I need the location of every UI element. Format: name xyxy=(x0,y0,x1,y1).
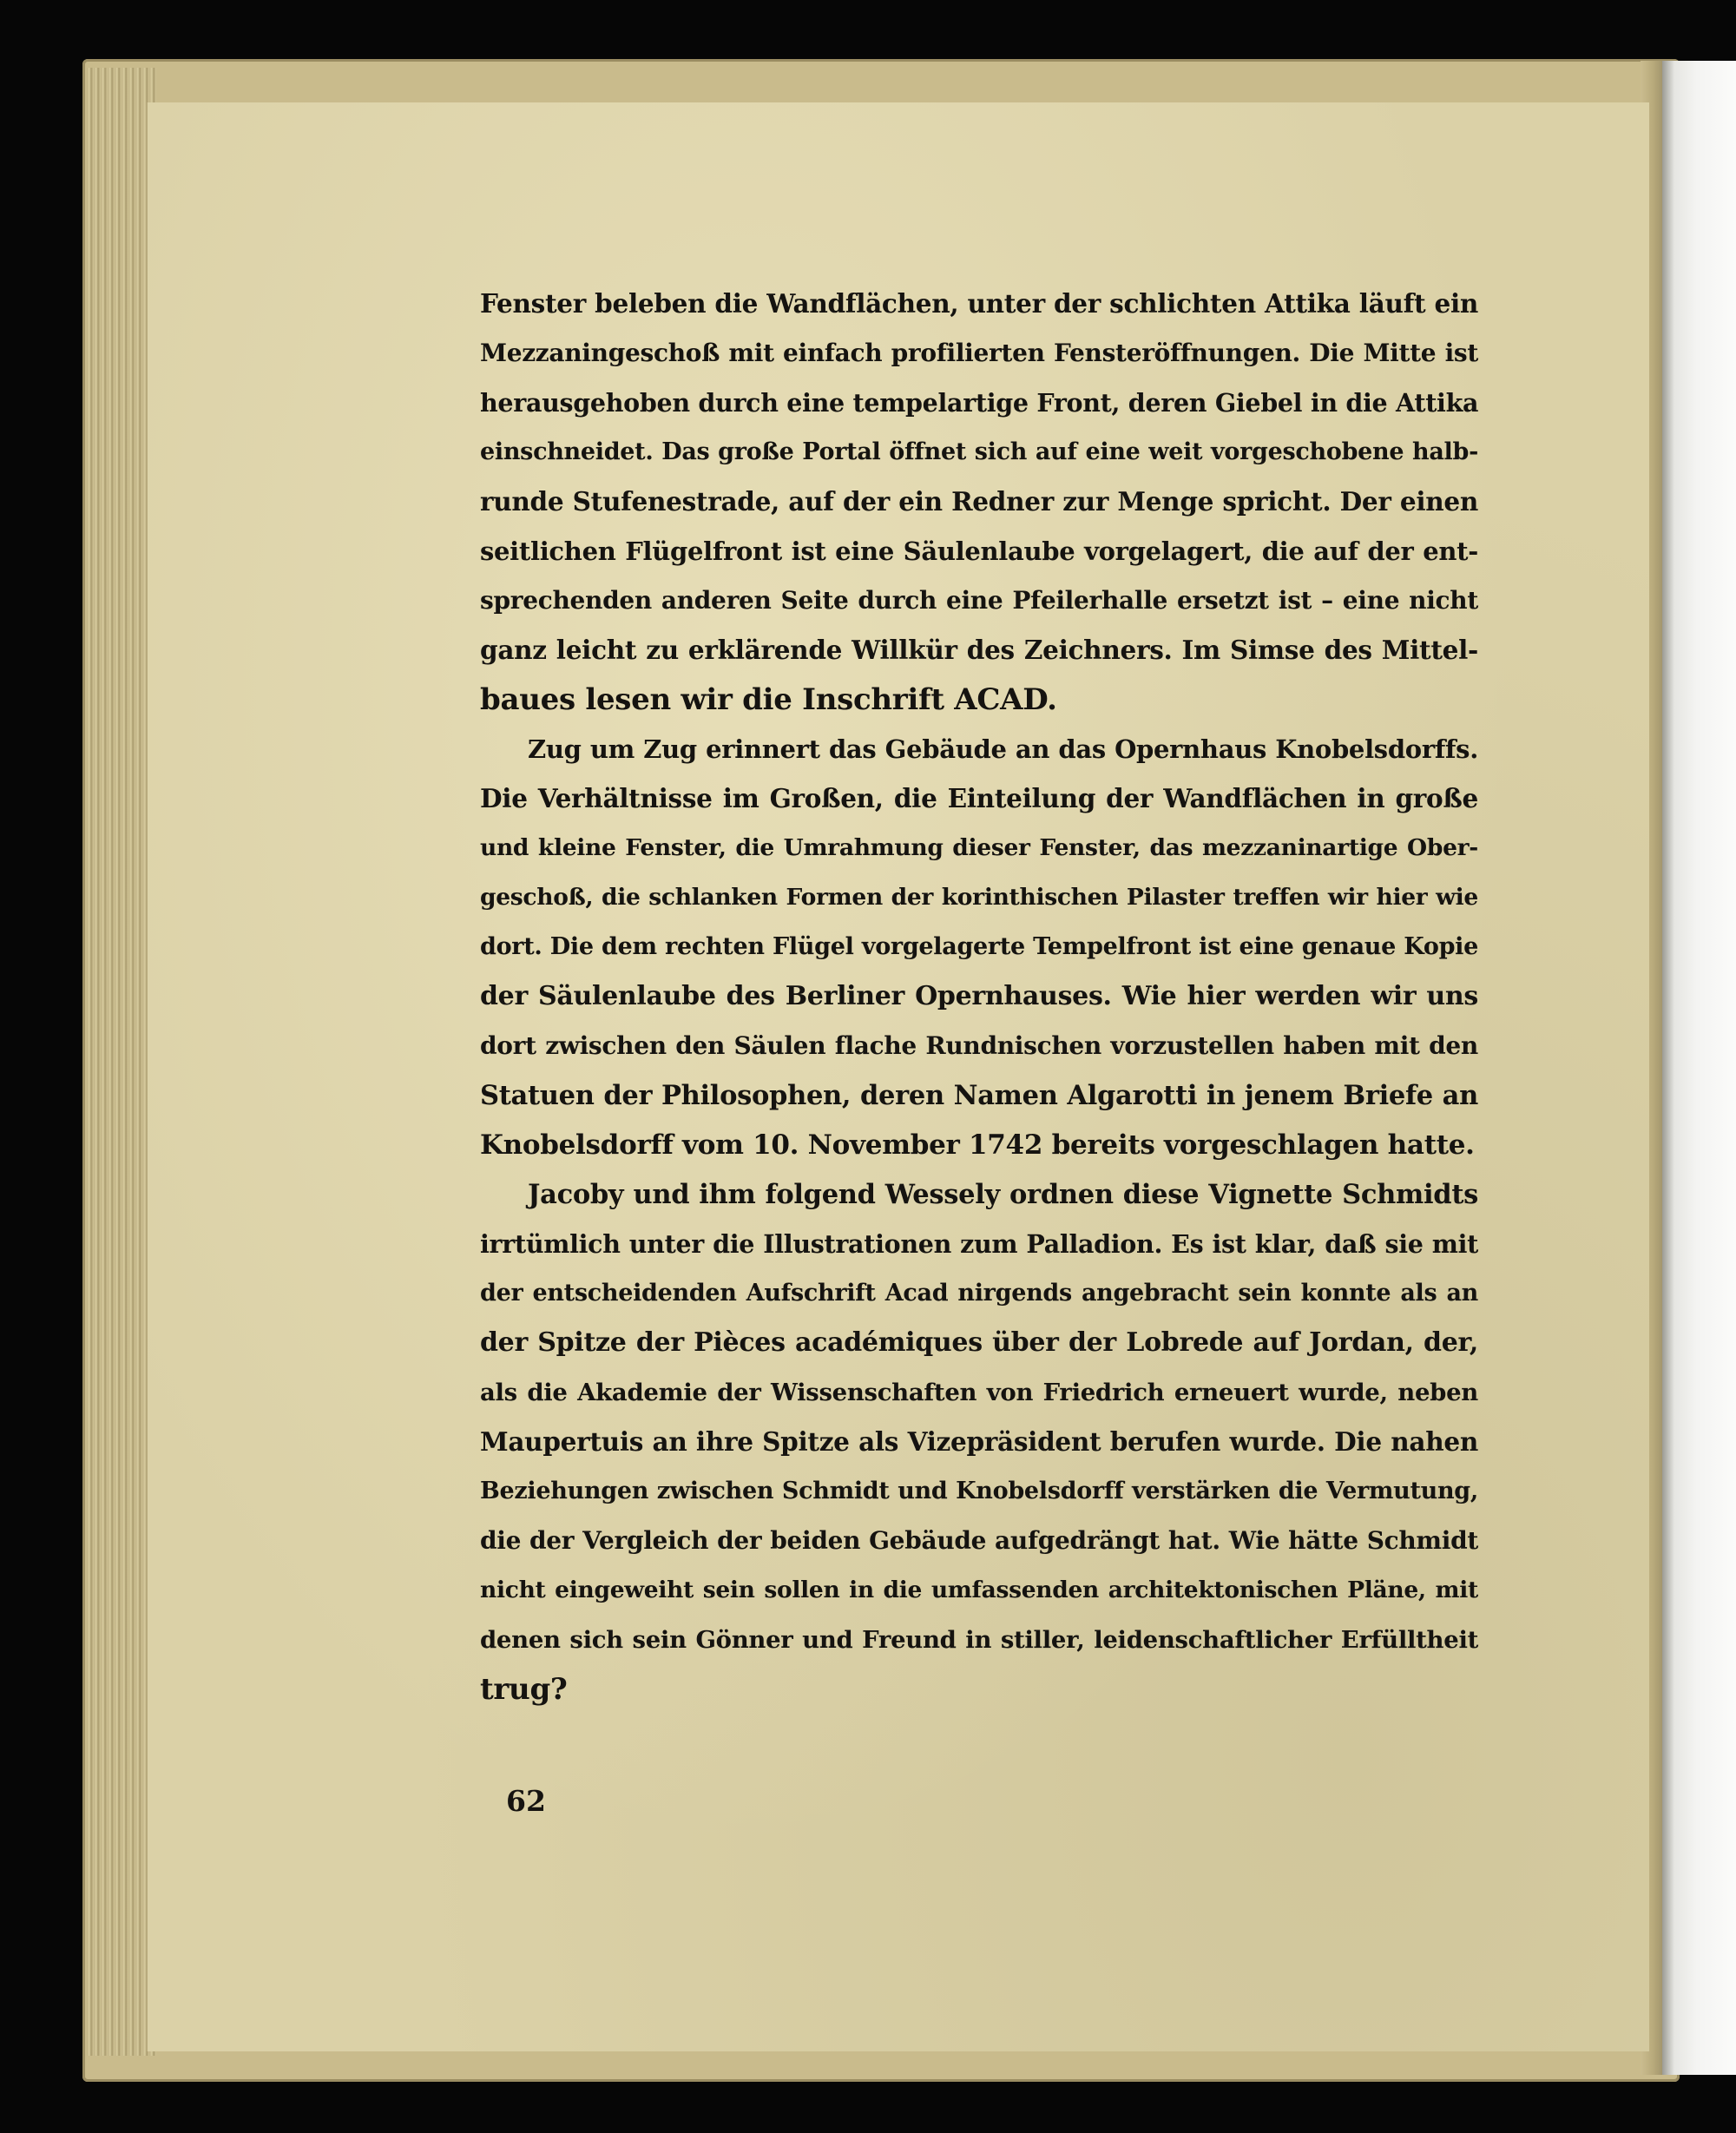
text-line: seitlichen Flügelfront ist eine Säulenlaube vorgelagert, die auf der ent- xyxy=(480,537,1478,566)
text-line: dort. Die dem rechten Flügel vorgelagerte Tempelfront ist eine genaue Kopie xyxy=(480,933,1478,960)
text-line: Beziehungen zwischen Schmidt und Knobelsdorff verstärken die Vermutung, xyxy=(480,1478,1478,1504)
text-line: baues lesen wir die Inschrift ACAD. xyxy=(480,682,1057,717)
text-line: denen sich sein Gönner und Freund in stiller, leidenschaftlicher Erfülltheit xyxy=(480,1626,1478,1654)
text-line: der entscheidenden Aufschrift Acad nirgends angebracht sein konnte als an xyxy=(480,1280,1478,1307)
text-line: runde Stufenestrade, auf der ein Redner zur Menge spricht. Der einen xyxy=(480,486,1478,517)
text-line: nicht eingeweiht sein sollen in die umfassenden architektonischen Pläne, mit xyxy=(480,1577,1478,1603)
text-line: irrtümlich unter die Illustrationen zum Palladion. Es ist klar, daß sie mit xyxy=(480,1229,1478,1259)
page-number: 62 xyxy=(506,1784,546,1818)
text-line: ganz leicht zu erklärende Willkür des Zeichners. Im Simse des Mittel- xyxy=(480,635,1478,665)
text-line: der Spitze der Pièces académiques über der Lobrede auf Jordan, der, xyxy=(480,1327,1478,1358)
text-line: und kleine Fenster, die Umrahmung dieser Fenster, das mezzaninartige Ober- xyxy=(480,834,1478,861)
text-line: als die Akademie der Wissenschaften von Friedrich erneuert wurde, neben xyxy=(480,1379,1478,1406)
text-line: Knobelsdorff vom 10. November 1742 bereits vorgeschlagen hatte. xyxy=(480,1129,1475,1161)
text-line: der Säulenlaube des Berliner Opernhauses. Wie hier werden wir uns xyxy=(480,981,1478,1011)
text-line: Jacoby und ihm folgend Wessely ordnen diese Vignette Schmidts xyxy=(528,1179,1478,1210)
text-line: Fenster beleben die Wandflächen, unter der schlichten Attika läuft ein xyxy=(480,288,1478,319)
text-line: Statuen der Philosophen, deren Namen Algarotti in jenem Briefe an xyxy=(480,1080,1478,1111)
text-line: herausgehoben durch eine tempelartige Front, deren Giebel in die Attika xyxy=(480,388,1479,418)
text-line: einschneidet. Das große Portal öffnet sich auf eine weit vorgeschobene halb- xyxy=(480,438,1478,465)
text-line: Die Verhältnisse im Großen, die Einteilung der Wandflächen in große xyxy=(480,783,1478,813)
text-line: sprechenden anderen Seite durch eine Pfeilerhalle ersetzt ist – eine nicht xyxy=(480,586,1478,615)
text-line: geschoß, die schlanken Formen der korinthischen Pilaster treffen wir hier wie xyxy=(480,884,1478,911)
text-line: trug? xyxy=(480,1672,568,1707)
text-line: Maupertuis an ihre Spitze als Vizepräsident berufen wurde. Die nahen xyxy=(480,1426,1478,1457)
facing-page xyxy=(1662,61,1736,2075)
text-line: die der Vergleich der beiden Gebäude aufgedrängt hat. Wie hätte Schmidt xyxy=(480,1526,1478,1555)
text-line: Zug um Zug erinnert das Gebäude an das Opernhaus Knobelsdorffs. xyxy=(528,734,1478,764)
text-line: Mezzaningeschoß mit einfach profilierten Fensteröffnungen. Die Mitte ist xyxy=(480,339,1478,367)
text-line: dort zwischen den Säulen flache Rundnischen vorzustellen haben mit den xyxy=(480,1031,1478,1060)
